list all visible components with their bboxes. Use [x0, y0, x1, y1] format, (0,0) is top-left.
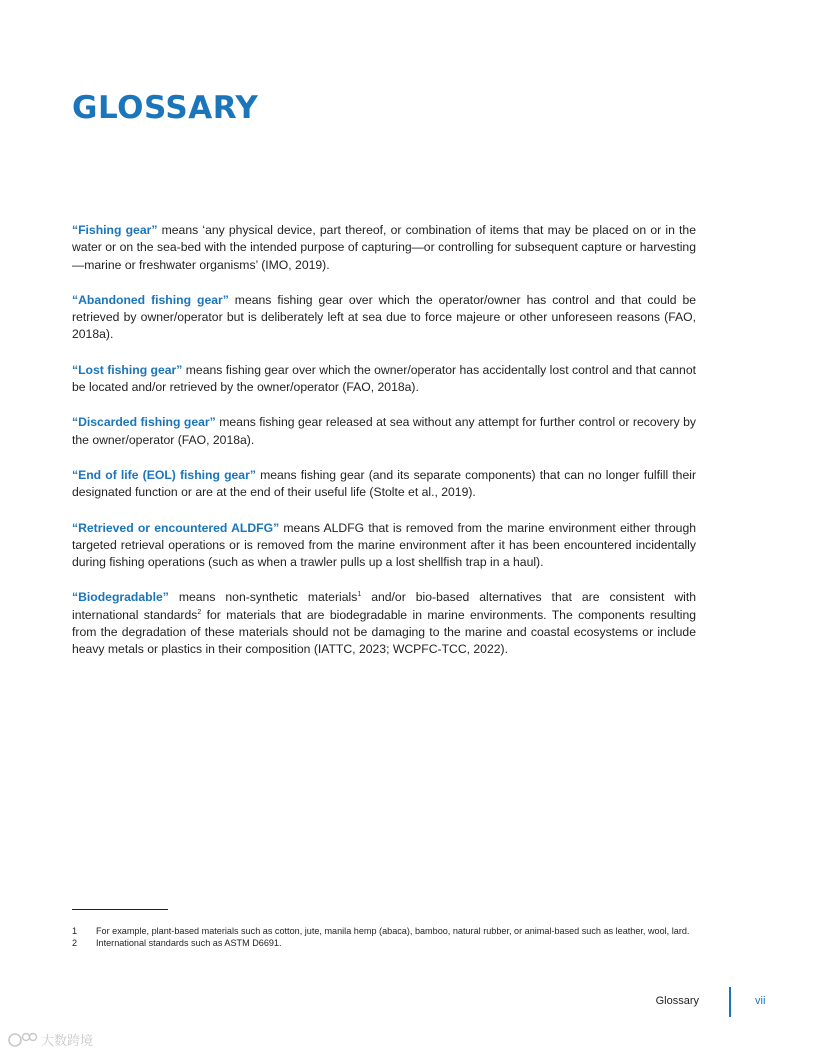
glossary-term: “End of life (EOL) fishing gear”	[72, 467, 256, 482]
glossary-entry-eol-fishing-gear	[72, 467, 696, 502]
glossary-definition-part: means non-synthetic materials	[168, 590, 358, 605]
watermark-text: 大数跨境	[41, 1033, 94, 1048]
glossary-term: “Lost fishing gear”	[72, 362, 183, 377]
footnotes	[72, 925, 696, 949]
glossary-entries	[72, 222, 696, 677]
glossary-term: “Biodegradable”	[72, 590, 169, 605]
glossary-definition: means fishing gear over which the operator/owner has control and that could be retrieved by owner/operator but is deliberately left at sea due to force majeure or other unforeseen reasons (FAO, 2018a).	[72, 292, 697, 342]
footnote-text: International standards such as ASTM D6691.	[96, 938, 282, 949]
glossary-entry-abandoned-fishing-gear	[72, 292, 696, 344]
footnote-number: 1	[72, 926, 78, 936]
glossary-definition-part: for materials that are biodegradable in marine environments. The components resulting from the degradation of these materials should not be damaging to the marine and coastal ecosystems or include heavy metals or plastics in their composition (IATTC, 2023; WCPFC-TCC, 2022).	[72, 607, 696, 657]
glossary-definition: means fishing gear over which the owner/operator has accidentally lost control and that cannot be located and/or retrieved by the owner/operator (FAO, 2018a).	[72, 362, 696, 395]
footnote-number: 2	[72, 938, 78, 949]
footnote-reference-1[interactable]: 1	[357, 591, 362, 599]
footnote-separator	[72, 909, 168, 910]
glossary-definition-part: and/or bio-based alternatives that are consistent with international standards	[72, 590, 696, 622]
footnote-1	[72, 925, 696, 937]
footer-page-number: vii	[755, 995, 766, 1007]
glossary-term: “Fishing gear”	[72, 223, 158, 237]
glossary-definition: means fishing gear released at sea without any attempt for further control or recovery by the owner/operator (FAO, 2018a).	[72, 415, 697, 447]
glossary-definition: means ‘any physical device, part thereof, or combination of items that may be placed on or in the water or on the sea-bed with the intended purpose of capturing—or controlling for subsequent capture or harvesting—marine or freshwater organisms’ (IMO, 2019).	[72, 223, 696, 272]
glossary-entry-lost-fishing-gear	[72, 362, 696, 397]
glossary-term: “Retrieved or encountered ALDFG”	[72, 520, 280, 535]
glossary-entry-discarded-fishing-gear	[72, 414, 696, 449]
glossary-entry-fishing-gear	[72, 222, 696, 274]
page-title: GLOSSARY	[72, 90, 259, 126]
glossary-entry-retrieved-aldfg	[72, 520, 696, 572]
glossary-entry-biodegradable	[72, 589, 696, 658]
footer-divider	[729, 987, 731, 1017]
logo-mark-icon	[8, 1031, 38, 1049]
glossary-definition: means ALDFG that is removed from the marine environment either through targeted retrieval operations or is removed from the marine environment after it has been encountered incidentally during fishing operations (such as when a trawler pulls up a lost shellfish trap in a haul).	[72, 520, 696, 570]
glossary-term: “Abandoned fishing gear”	[72, 292, 229, 307]
footer-section-label: Glossary	[655, 995, 699, 1007]
footnote-2	[72, 937, 696, 949]
glossary-term: “Discarded fishing gear”	[72, 415, 216, 430]
footnote-text: For example, plant-based materials such as cotton, jute, manila hemp (abaca), bamboo, natural rubber, or animal-based such as leather, wool, lard.	[96, 926, 690, 936]
footnote-reference-2[interactable]: 2	[197, 608, 202, 616]
glossary-definition: means fishing gear (and its separate components) that can no longer fulfill their designated function or are at the end of their useful life (Stolte et al., 2019).	[72, 467, 697, 500]
watermark	[8, 1030, 93, 1049]
